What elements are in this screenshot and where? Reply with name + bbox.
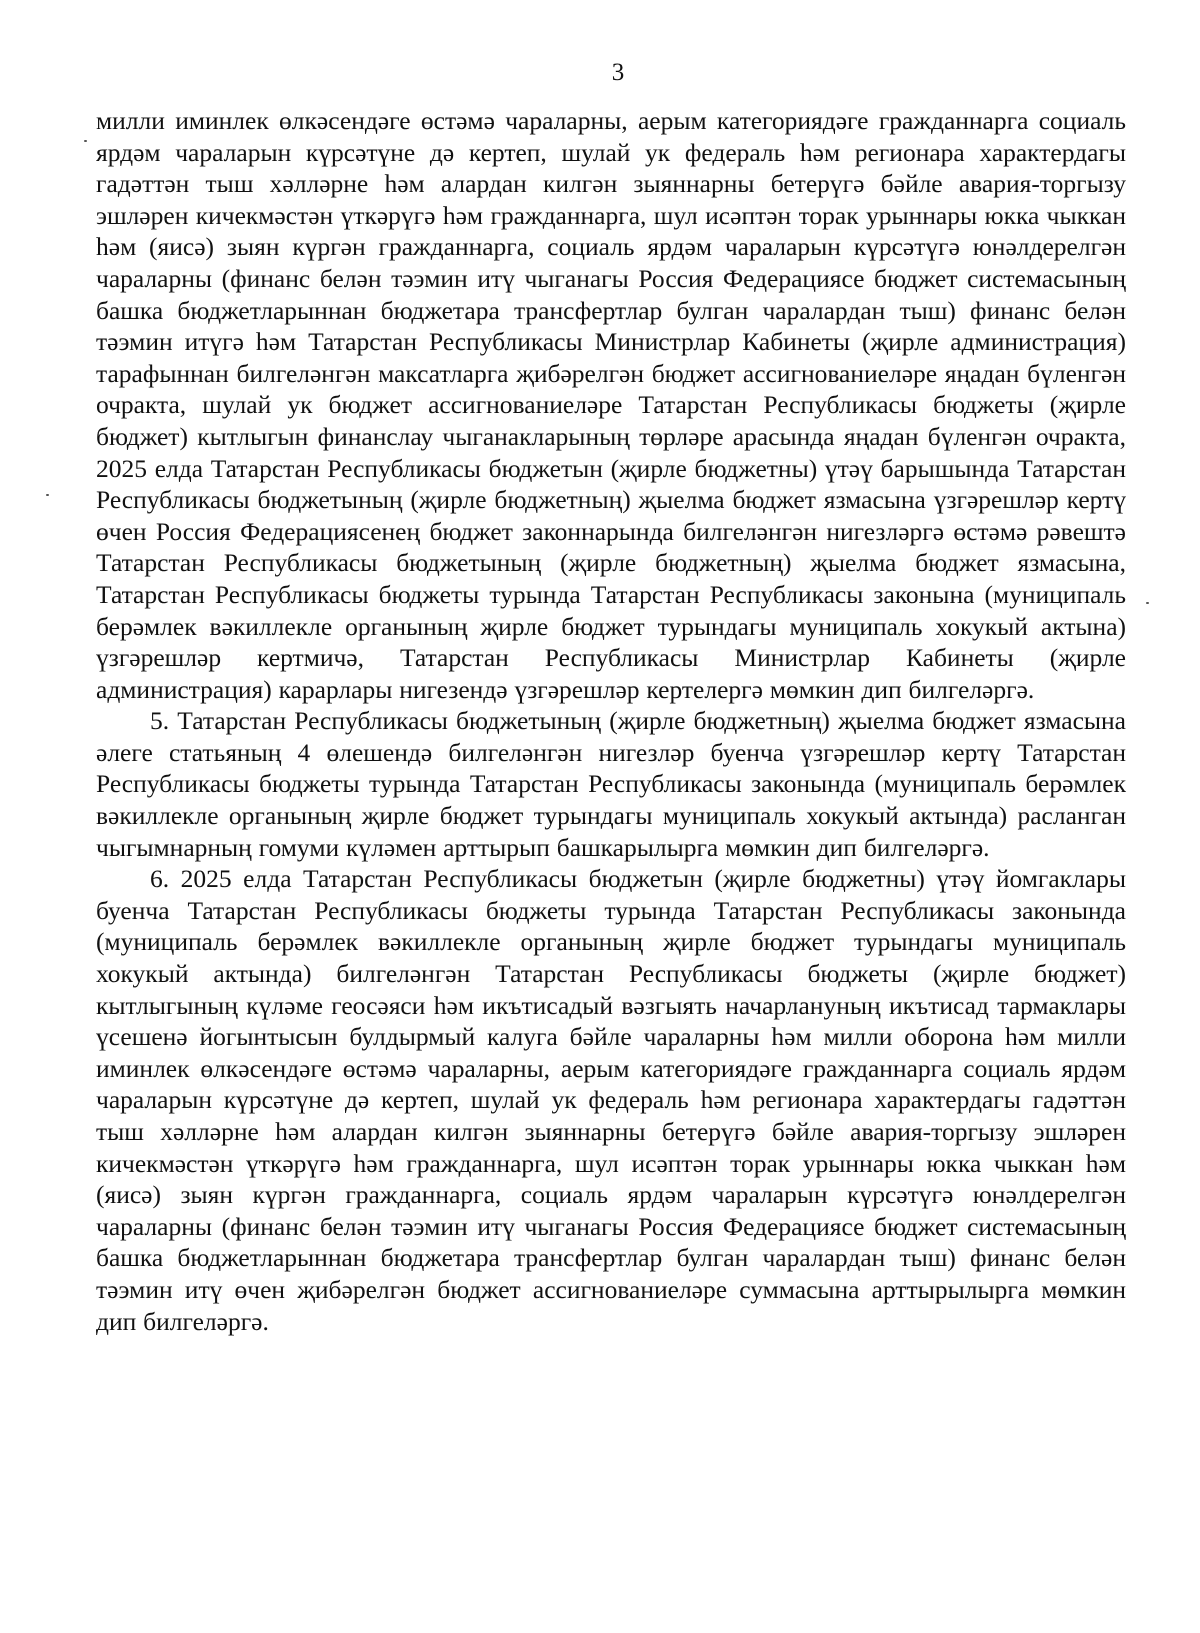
paragraph-continuation: милли иминлек өлкәсендәге өстәмә чараларны, аерым категориядәге гражданнарга социаль ярдәм чараларын күрсәтүне дә кертеп, шулай ук федераль һәм регионара характердагы гадәттән тыш хәлләрне һәм алардан килгән зыяннарны бетерүгә бәйле авария-торгызу эшләрен кичекмәстән үткәрүгә һәм гражданнарга, шул исәптән торак урыннары юкка чыккан һәм (яисә) зыян күргән гражданнарга, социаль ярдәм чараларын күрсәтүгә юнәлдерелгән чараларны (финанс белән тәэмин итү чыганагы Россия Федерациясе бюджет системасының башка бюджетларыннан бюджетара трансфертлар булган чаралардан тыш) финанс белән тәэмин итүгә һәм Татарстан Республикасы Министрлар Кабинеты (җирле администрация) тарафыннан билгеләнгән максатларга җибәрелгән бюджет ассигнованиеләре яңадан бүленгән очракта, шулай ук бюджет ассигнованиеләре Татарстан Республикасы бюджеты (җирле бюджет) кытлыгын финанслау чыганакларының төрләре арасында яңадан бүленгән очракта, 2025 елда Татарстан Республикасы бюджетын (җирле бюджетны) үтәү барышында Татарстан Республикасы бюджетының (җирле бюджетның) җыелма бюджет язмасына үзгәрешләр кертү өчен Россия Федерациясенең бюджет законнарында билгеләнгән нигезләргә өстәмә рәвештә Татарстан Республикасы бюджетының (җирле бюджетның) җыелма бюджет язмасына, Татарстан Республикасы бюджеты турында Татарстан Республикасы законына (муниципаль берәмлек вәкиллекле органының җирле бюджет турындагы муниципаль хокукый актына) үзгәрешләр кертмичә, Татарстан Республикасы Министрлар Кабинеты (җирле администрация) карарлары нигезендә үзгәрешләр кертелергә мөмкин дип билгеләргә.: [96, 106, 1126, 704]
scan-speck: [1146, 602, 1149, 604]
scan-speck: [84, 140, 87, 142]
paragraph-item-6: 6. 2025 елда Татарстан Республикасы бюджетын (җирле бюджетны) үтәү йомгаклары буенча Татарстан Республикасы бюджеты турында Татарстан Республикасы законында (муниципаль берәмлек вәкиллекле органының җирле бюджет турындагы муниципаль хокукый актында) билгеләнгән Татарстан Республикасы бюджеты (җирле бюджет) кытлыгының күләме геосәяси һәм икътисадый вәзгыять начарлануның икътисад тармаклары үсешенә йогынтысын булдырмый калуга бәйле чараларны һәм милли оборона һәм милли иминлек өлкәсендәге өстәмә чараларны, аерым категориядәге гражданнарга социаль ярдәм чараларын күрсәтүне дә кертеп, шулай ук федераль һәм регионара характердагы гадәттән тыш хәлләрне һәм алардан килгән зыяннарны бетерүгә бәйле авария-торгызу эшләрен кичекмәстән үткәрүгә һәм гражданнарга, шул исәптән торак урыннары юкка чыккан һәм (яисә) зыян күргән гражданнарга, социаль ярдәм чараларын күрсәтүгә юнәлдерелгән чараларны (финанс белән тәэмин итү чыганагы Россия Федерациясе бюджет системасының башка бюджетларыннан бюджетара трансфертлар булган чаралардан тыш) финанс белән тәэмин итү өчен җибәрелгән бюджет ассигнованиеләре суммасына арттырылырга мөмкин дип билгеләргә.: [96, 864, 1126, 1336]
scan-speck: [46, 494, 49, 496]
page-number: 3: [611, 59, 625, 86]
paragraph-item-5: 5. Татарстан Республикасы бюджетының (җирле бюджетның) җыелма бюджет язмасына әлеге статьяның 4 өлешендә билгеләнгән нигезләр буенча үзгәрешләр кертү Татарстан Республикасы бюджеты турында Татарстан Республикасы законында (муниципаль берәмлек вәкиллекле органының җирле бюджет турындагы муниципаль хокукый актында) расланган чыгымнарның гомуми күләмен арттырып башкарылырга мөмкин дип билгеләргә.: [96, 706, 1126, 862]
